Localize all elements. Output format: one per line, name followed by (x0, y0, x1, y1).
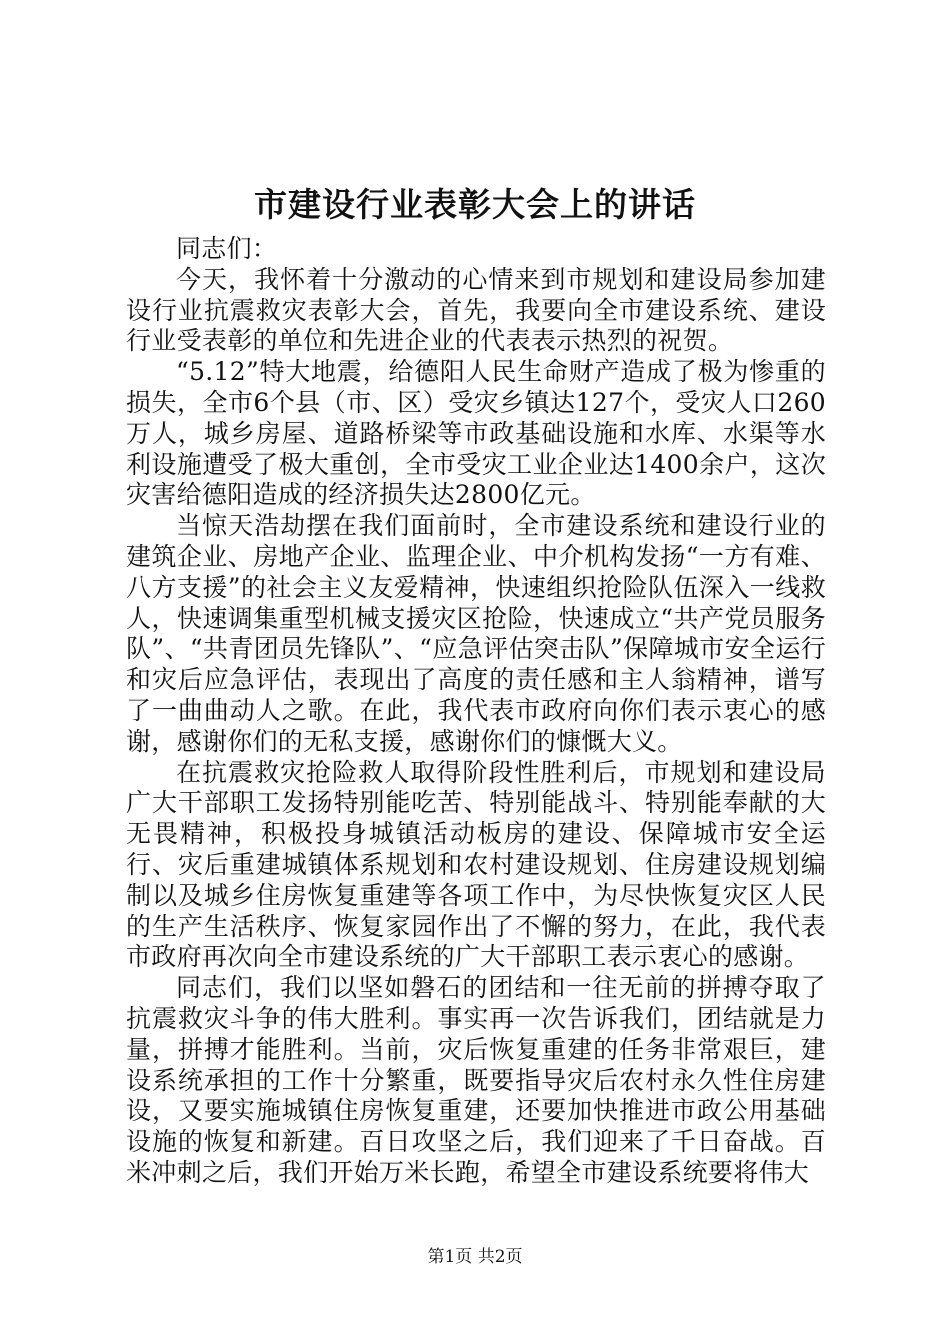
paragraph-5: 同志们，我们以坚如磐石的团结和一往无前的拼搏夺取了抗震救灾斗争的伟大胜利。事实再一次告诉我们，团结就是力量，拼搏才能胜利。当前，灾后恢复重建的任务非常艰巨，建设系统承担的工作十分繁重，既要指导灾后农村永久性住房建设，又要实施城镇住房恢复重建，还要加快推进市政公用基础设施的恢复和新建。百日攻坚之后，我们迎来了千日奋战。百米冲刺之后，我们开始万米长跑，希望全市建设系统要将伟大 (126, 973, 826, 1187)
paragraph-4: 在抗震救灾抢险救人取得阶段性胜利后，市规划和建设局广大干部职工发扬特别能吃苦、特别能战斗、特别能奉献的大无畏精神，积极投身城镇活动板房的建设、保障城市安全运行、灾后重建城镇体系规划和农村建设规划、住房建设规划编制以及城乡住房恢复重建等各项工作中，为尽快恢复灾区人民的生产生活秩序、恢复家园作出了不懈的努力，在此，我代表市政府再次向全市建设系统的广大干部职工表示衷心的感谢。 (126, 757, 826, 972)
document-body (126, 234, 826, 1189)
page-number-footer: 第1页 共2页 (427, 1247, 523, 1267)
document-title: 市建设行业表彰大会上的讲话 (254, 185, 696, 224)
salutation: 同志们： (176, 234, 278, 263)
paragraph-2: “5.12”特大地震，给德阳人民生命财产造成了极为惨重的损失，全市6个县（市、区）受灾乡镇达127个，受灾人口260万人，城乡房屋、道路桥梁等市政基础设施和水库、水渠等水利设施遭受了极大重创，全市受灾工业企业达1400余户，这次灾害给德阳造成的经济损失达2800亿元。 (126, 357, 826, 510)
paragraph-3: 当惊天浩劫摆在我们面前时，全市建设系统和建设行业的建筑企业、房地产企业、监理企业、中介机构发扬“一方有难、八方支援”的社会主义友爱精神，快速组织抢险队伍深入一线救人，快速调集重型机械支援灾区抢险，快速成立“共产党员服务队”、“共青团员先锋队”、“应急评估突击队”保障城市安全运行和灾后应急评估，表现出了高度的责任感和主人翁精神，谱写了一曲曲动人之歌。在此，我代表市政府向你们表示衷心的感谢，感谢你们的无私支援，感谢你们的慷慨大义。 (126, 511, 826, 756)
paragraph-1: 今天，我怀着十分激动的心情来到市规划和建设局参加建设行业抗震救灾表彰大会，首先，我要向全市建设系统、建设行业受表彰的单位和先进企业的代表表示热烈的祝贺。 (126, 264, 826, 356)
